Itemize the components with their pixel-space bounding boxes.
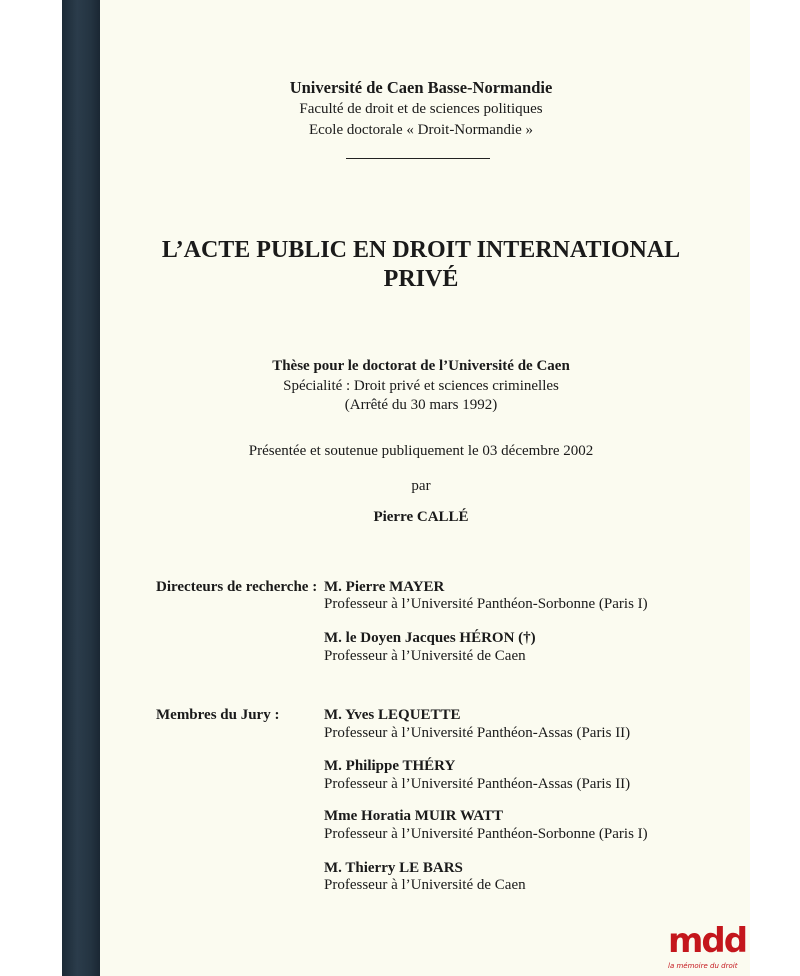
jury-member-title: Professeur à l’Université de Caen xyxy=(324,877,526,893)
logo-tagline: la mémoire du droit xyxy=(668,962,738,970)
by-label: par xyxy=(411,478,431,494)
thesis-decree: (Arrêté du 30 mars 1992) xyxy=(344,397,498,413)
directors-label: Directeurs de recherche : xyxy=(156,579,318,595)
director-name: M. Pierre MAYER xyxy=(324,579,445,595)
director-title: Professeur à l’Université de Caen xyxy=(324,648,526,664)
author-name: Pierre CALLÉ xyxy=(373,509,469,525)
jury-member-name: M. Yves LEQUETTE xyxy=(324,707,461,723)
thesis-title-line2: PRIVÉ xyxy=(383,266,459,292)
faculty-name: Faculté de droit et de sciences politiques xyxy=(299,101,543,117)
jury-member-title: Professeur à l’Université Panthéon-Assas (Paris II) xyxy=(324,776,631,792)
doctoral-school: Ecole doctorale « Droit-Normandie » xyxy=(308,122,534,138)
jury-member-name: M. Thierry LE BARS xyxy=(324,860,463,876)
jury-member-title: Professeur à l’Université Panthéon-Sorbonne (Paris I) xyxy=(324,826,648,842)
director-name: M. le Doyen Jacques HÉRON (†) xyxy=(324,630,536,646)
jury-member-name: Mme Horatia MUIR WATT xyxy=(324,808,504,824)
jury-label: Membres du Jury : xyxy=(156,707,280,723)
header-divider xyxy=(346,158,490,159)
defense-date: Présentée et soutenue publiquement le 03 décembre 2002 xyxy=(248,443,594,459)
director-title: Professeur à l’Université Panthéon-Sorbonne (Paris I) xyxy=(324,596,648,612)
jury-member-name: M. Philippe THÉRY xyxy=(324,758,456,774)
thesis-degree: Thèse pour le doctorat de l’Université de Caen xyxy=(272,358,570,374)
thesis-specialty: Spécialité : Droit privé et sciences criminelles xyxy=(283,378,559,394)
university-name: Université de Caen Basse-Normandie xyxy=(289,78,553,97)
binding-spine xyxy=(62,0,100,976)
mdd-logo xyxy=(668,922,748,976)
jury-member-title: Professeur à l’Université Panthéon-Assas (Paris II) xyxy=(324,725,631,741)
logo-text: mdd xyxy=(668,921,747,961)
thesis-title-line1: L’ACTE PUBLIC EN DROIT INTERNATIONAL xyxy=(161,237,681,263)
